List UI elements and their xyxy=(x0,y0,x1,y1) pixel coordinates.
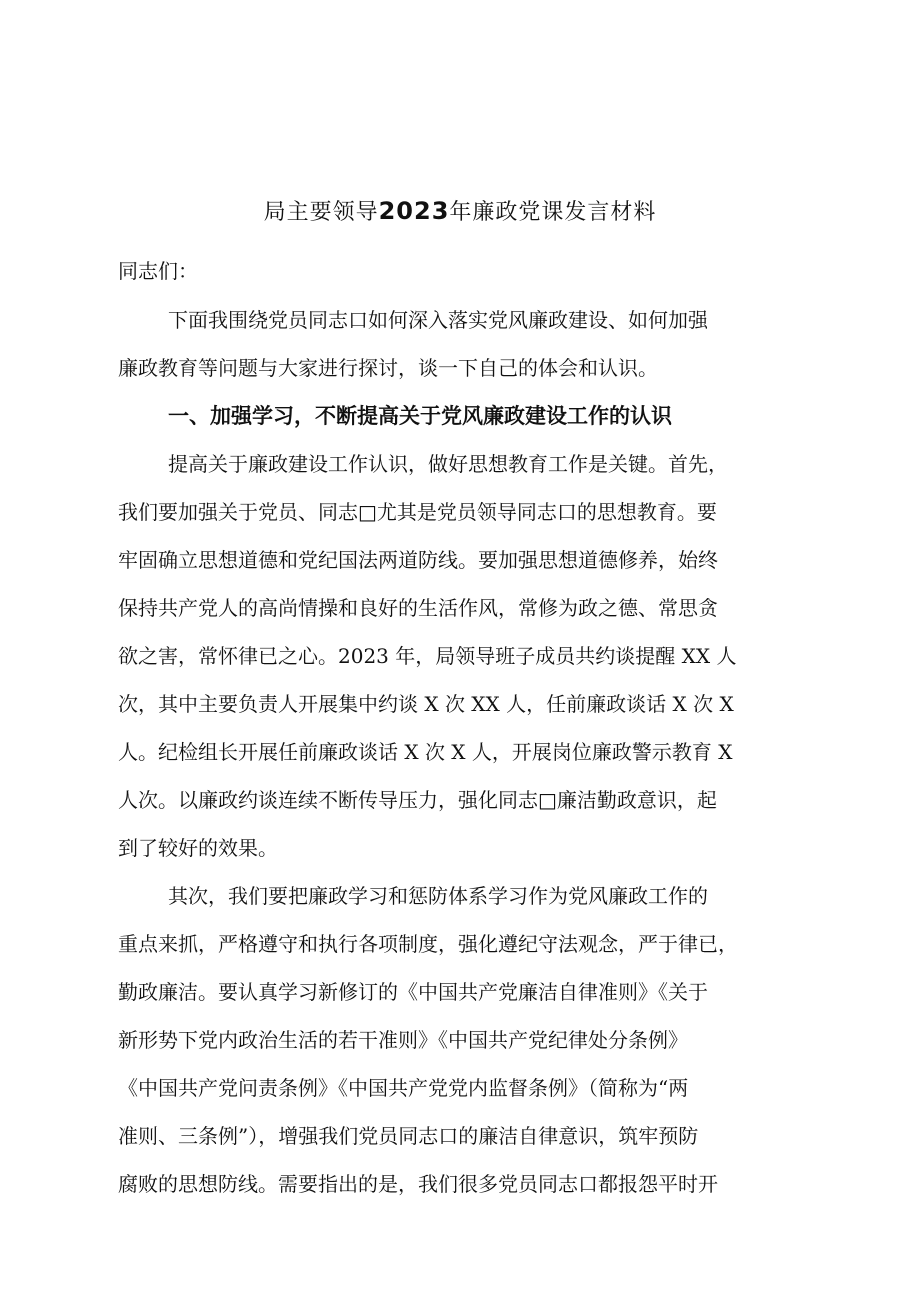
paragraph-line: 其次，我们要把廉政学习和惩防体系学习作为党风廉政工作的 xyxy=(168,884,708,908)
paragraph-line: 《中国共产党问责条例》《中国共产党党内监督条例》（简称为“两 xyxy=(118,1076,689,1100)
intro-line: 下面我围绕党员同志口如何深入落实党风廉政建设、如何加强 xyxy=(168,308,708,332)
paragraph-line: 人次。以廉政约谈连续不断传导压力，强化同志□廉洁勤政意识，起 xyxy=(118,788,717,812)
paragraph-line: 准则、三条例”），增强我们党员同志口的廉洁自律意识，筑牢预防 xyxy=(118,1124,699,1148)
title-suffix: 年廉政党课发言材料 xyxy=(449,200,657,225)
paragraph-line: 次，其中主要负责人开展集中约谈 X 次 XX 人，任前廉政谈话 X 次 X xyxy=(118,692,734,716)
paragraph-line: 重点来抓，严格遵守和执行各项制度，强化遵纪守法观念，严于律已， xyxy=(118,932,738,956)
paragraph-line: 勤政廉洁。要认真学习新修订的《中国共产党廉洁自律准则》《关于 xyxy=(118,980,708,1004)
title-year: 2023 xyxy=(378,197,450,225)
section-heading: 一、加强学习，不断提高关于党风廉政建设工作的认识 xyxy=(168,404,672,428)
paragraph-line: 保持共产党人的高尚情操和良好的生活作风，常修为政之德、常思贪 xyxy=(118,596,718,620)
document-title xyxy=(0,196,920,228)
paragraph-line: 新形势下党内政治生活的若干准则》《中国共产党纪律处分条例》 xyxy=(118,1028,688,1052)
paragraph-line: 腐败的思想防线。需要指出的是，我们很多党员同志口都报怨平时开 xyxy=(118,1172,718,1196)
paragraph-line: 到了较好的效果。 xyxy=(118,836,278,860)
paragraph-line: 我们要加强关于党员、同志□尤其是党员领导同志口的思想教育。要 xyxy=(118,500,717,524)
paragraph-line: 欲之害，常怀律已之心。2023 年，局领导班子成员共约谈提醒 XX 人 xyxy=(118,644,737,668)
salutation: 同志们： xyxy=(118,259,198,283)
paragraph-line: 提高关于廉政建设工作认识，做好思想教育工作是关键。首先， xyxy=(168,452,728,476)
paragraph-line: 人。纪检组长开展任前廉政谈话 X 次 X 人，开展岗位廉政警示教育 X xyxy=(118,740,733,764)
intro-line: 廉政教育等问题与大家进行探讨，谈一下自己的体会和认识。 xyxy=(118,356,658,380)
paragraph-line: 牢固确立思想道德和党纪国法两道防线。要加强思想道德修养，始终 xyxy=(118,548,718,572)
title-prefix: 局主要领导 xyxy=(263,200,379,225)
